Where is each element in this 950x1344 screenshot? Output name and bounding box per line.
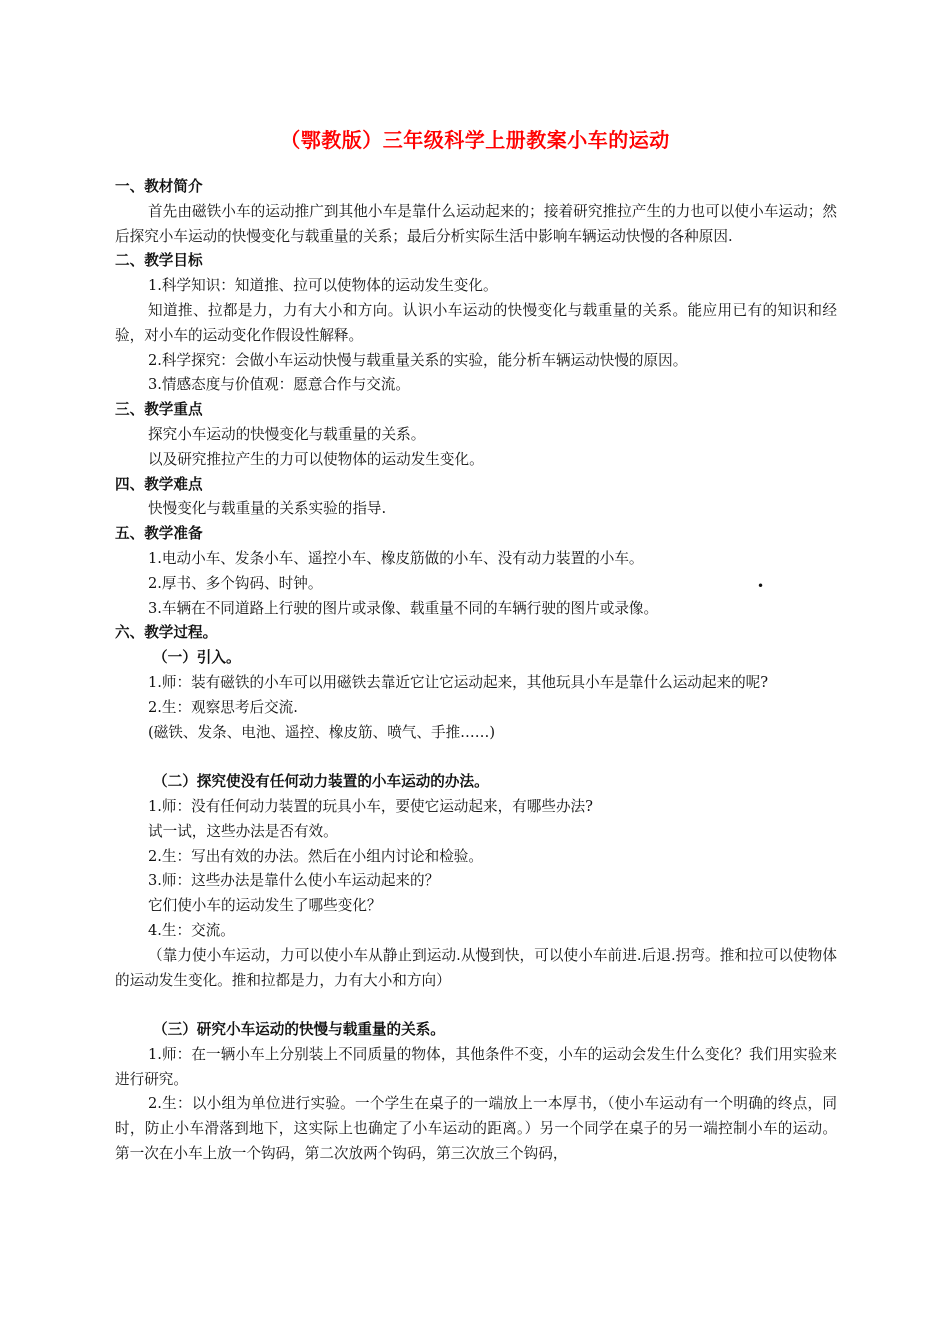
document-title: （鄂教版）三年级科学上册教案小车的运动 bbox=[280, 128, 670, 152]
section-heading-preparation: 五、教学准备 bbox=[115, 525, 203, 543]
preparation-1: 1.电动小车、发条小车、遥控小车、橡皮筋做的小车、没有动力装置的小车。 bbox=[148, 549, 644, 567]
bullet-mark: • bbox=[757, 579, 765, 593]
section-heading-process: 六、教学过程。 bbox=[115, 624, 218, 642]
subsection-heading-load: （三）研究小车运动的快慢与载重量的关系。 bbox=[153, 1021, 445, 1039]
preparation-2: 2.厚书、多个钩码、时钟。 bbox=[148, 574, 323, 592]
section-heading-materials: 一、教材简介 bbox=[115, 178, 203, 195]
section-heading-key-points: 三、教学重点 bbox=[115, 401, 203, 419]
explore-student-2: 4.生：交流。 bbox=[148, 921, 235, 939]
difficulty-1: 快慢变化与载重量的关系实验的指导. bbox=[148, 500, 387, 518]
explore-teacher-1: 1.师：没有任何动力装置的玩具小车，要使它运动起来，有哪些办法? bbox=[148, 797, 593, 815]
explore-question: 它们使小车的运动发生了哪些变化？ bbox=[148, 897, 382, 915]
spacer bbox=[115, 993, 837, 1018]
subsection-heading-explore: （二）探究使没有任何动力装置的小车运动的办法。 bbox=[153, 773, 489, 791]
intro-answers: (磁铁、发条、电池、遥控、橡皮筋、喷气、手推……) bbox=[148, 723, 496, 741]
explore-try: 试一试，这些办法是否有效。 bbox=[148, 822, 338, 840]
subsection-heading-intro: （一）引入。 bbox=[153, 649, 241, 667]
key-point-1: 探究小车运动的快慢变化与载重量的关系。 bbox=[148, 425, 426, 443]
section-heading-difficulty: 四、教学难点 bbox=[115, 475, 203, 493]
objective-knowledge-detail: 知道推、拉都是力，力有大小和方向。认识小车运动的快慢变化与载重量的关系。能应用已有的知识和经验，对小车的运动变化作假设性解释。 bbox=[115, 301, 837, 344]
load-teacher: 1.师：在一辆小车上分别装上不同质量的物体，其他条件不变，小车的运动会发生什么变化？我们用实验来进行研究。 bbox=[115, 1045, 837, 1088]
objective-inquiry: 2.科学探究：会做小车运动快慢与载重量关系的实验，能分析车辆运动快慢的原因。 bbox=[148, 351, 688, 369]
explore-summary: （靠力使小车运动，力可以使小车从静止到运动.从慢到快，可以使小车前进.后退.拐弯。推和拉可以使物体的运动发生变化。推和拉都是力，力有大小和方向） bbox=[115, 946, 837, 989]
objective-attitude: 3.情感态度与价值观：愿意合作与交流。 bbox=[148, 376, 411, 394]
load-student: 2.生：以小组为单位进行实验。一个学生在桌子的一端放上一本厚书，（使小车运动有一个明确的终点，同时，防止小车滑落到地下，这实际上也确定了小车运动的距离。）另一个同学在桌子的另一端控制小车的运动。第一次在小车上放一个钩码，第二次放两个钩码，第三次放三个钩码， bbox=[115, 1095, 837, 1163]
objective-knowledge: 1.科学知识：知道推、拉可以使物体的运动发生变化。 bbox=[148, 277, 498, 295]
section-heading-objectives: 二、教学目标 bbox=[115, 252, 203, 270]
preparation-3: 3.车辆在不同道路上行驶的图片或录像、载重量不同的车辆行驶的图片或录像。 bbox=[148, 599, 659, 617]
explore-teacher-2: 3.师：这些办法是靠什么使小车运动起来的？ bbox=[148, 872, 440, 890]
materials-paragraph: 首先由磁铁小车的运动推广到其他小车是靠什么运动起来的；接着研究推拉产生的力也可以使小车运动；然后探究小车运动的快慢变化与载重量的关系；最后分析实际生活中影响车辆运动快慢的各种原因. bbox=[115, 202, 837, 245]
key-point-2: 以及研究推拉产生的力可以使物体的运动发生变化。 bbox=[148, 450, 484, 468]
explore-student-1: 2.生：写出有效的办法。然后在小组内讨论和检验。 bbox=[148, 847, 483, 865]
intro-teacher: 1.师：装有磁铁的小车可以用磁铁去靠近它让它运动起来，其他玩具小车是靠什么运动起来的呢? bbox=[148, 673, 769, 691]
document-body bbox=[115, 175, 837, 1167]
spacer bbox=[115, 745, 837, 770]
intro-student: 2.生：观察思考后交流. bbox=[148, 698, 298, 716]
